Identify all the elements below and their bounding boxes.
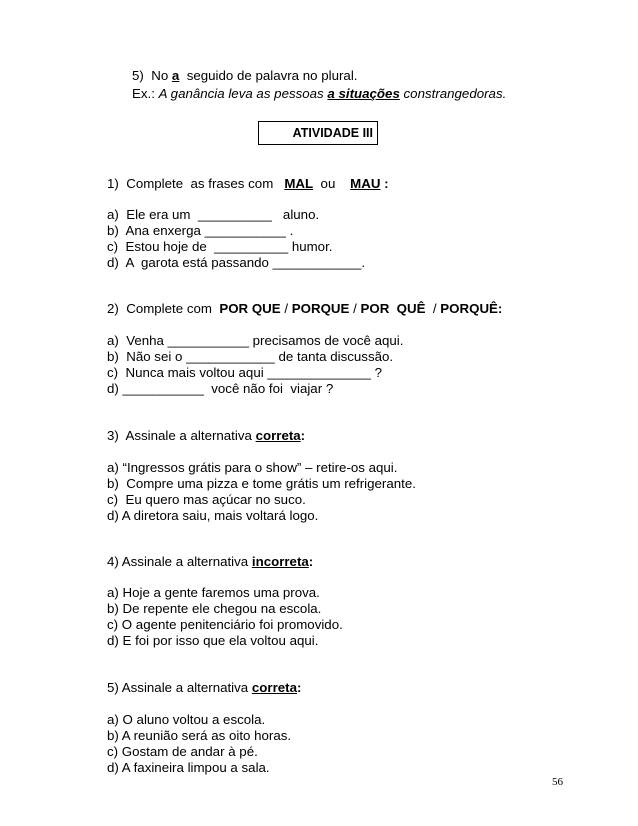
- q5-prompt-text: 5) Assinale a alternativa: [107, 680, 252, 695]
- activity-title: ATIVIDADE III: [258, 121, 378, 145]
- q1-item-d: d) A garota está passando ____________.: [107, 255, 366, 270]
- q5-colon: :: [296, 680, 302, 695]
- q4-item-b: b) De repente ele chegou na escola.: [107, 601, 322, 616]
- q5-item-c: c) Gostam de andar à pé.: [107, 744, 258, 759]
- rule-5-keyword: a: [171, 68, 180, 83]
- q3-item-d: d) A diretora saiu, mais voltará logo.: [107, 508, 319, 523]
- rule-5: [132, 68, 357, 84]
- q1-prompt-colon: :: [380, 176, 389, 191]
- q4-colon: :: [308, 554, 314, 569]
- q3-item-a: a) “Ingressos grátis para o show” – retire-os aqui.: [107, 460, 398, 475]
- q1-item-a: a) Ele era um __________ aluno.: [107, 207, 320, 222]
- q2-option-por-que: POR QUE: [219, 301, 281, 316]
- q2-sep: /: [280, 301, 292, 316]
- q5-keyword: correta: [251, 680, 297, 695]
- q4-prompt: [107, 554, 313, 570]
- q2-prompt-text: 2) Complete com: [107, 301, 220, 316]
- q3-colon: :: [300, 428, 306, 443]
- q2-option-porque: PORQUE: [291, 301, 350, 316]
- q2-item-a: a) Venha ___________ precisamos de você aqui.: [107, 333, 404, 348]
- q2-option-porque-acento: PORQUÊ:: [440, 301, 503, 316]
- example-highlight: a situações: [327, 86, 400, 101]
- q2-prompt: [107, 301, 502, 317]
- q4-keyword: incorreta: [251, 554, 309, 569]
- rule-5-example: [132, 86, 506, 102]
- q3-keyword: correta: [255, 428, 301, 443]
- q1-option-mal: MAL: [284, 176, 314, 191]
- q3-item-c: c) Eu quero mas açúcar no suco.: [107, 492, 306, 507]
- q1-item-c: c) Estou hoje de __________ humor.: [107, 239, 333, 254]
- q1-prompt-text: 1) Complete as frases com: [107, 176, 285, 191]
- q1-item-b: b) Ana enxerga ___________ .: [107, 223, 294, 238]
- q5-prompt: [107, 680, 301, 696]
- q4-prompt-text: 4) Assinale a alternativa: [107, 554, 252, 569]
- q4-item-d: d) E foi por isso que ela voltou aqui.: [107, 633, 319, 648]
- q1-option-mau: MAU: [350, 176, 381, 191]
- example-text: A ganância leva as pessoas: [158, 86, 328, 101]
- rule-5-text-end: seguido de palavra no plural.: [179, 68, 358, 83]
- q3-prompt-text: 3) Assinale a alternativa: [107, 428, 256, 443]
- page-number: 56: [552, 776, 563, 788]
- q4-item-a: a) Hoje a gente faremos uma prova.: [107, 585, 320, 600]
- q2-option-por-que-acento: POR QUÊ: [360, 301, 426, 316]
- q3-item-b: b) Compre uma pizza e tome grátis um refrigerante.: [107, 476, 416, 491]
- q5-item-d: d) A faxineira limpou a sala.: [107, 760, 270, 775]
- q5-item-a: a) O aluno voltou a escola.: [107, 712, 266, 727]
- q2-sep: /: [349, 301, 361, 316]
- q1-prompt: [107, 176, 389, 192]
- q2-sep: /: [425, 301, 441, 316]
- q5-item-b: b) A reunião será as oito horas.: [107, 728, 292, 743]
- example-label: Ex.:: [132, 86, 159, 101]
- q3-prompt: [107, 428, 305, 444]
- q2-item-d: d) ___________ você não foi viajar ?: [107, 381, 334, 396]
- q2-item-b: b) Não sei o ____________ de tanta discussão.: [107, 349, 394, 364]
- example-text-end: constrangedoras.: [399, 86, 507, 101]
- rule-5-text: 5) No: [132, 68, 172, 83]
- q1-prompt-or: ou: [313, 176, 351, 191]
- q4-item-c: c) O agente penitenciário foi promovido.: [107, 617, 343, 632]
- q2-item-c: c) Nunca mais voltou aqui ______________ ?: [107, 365, 382, 380]
